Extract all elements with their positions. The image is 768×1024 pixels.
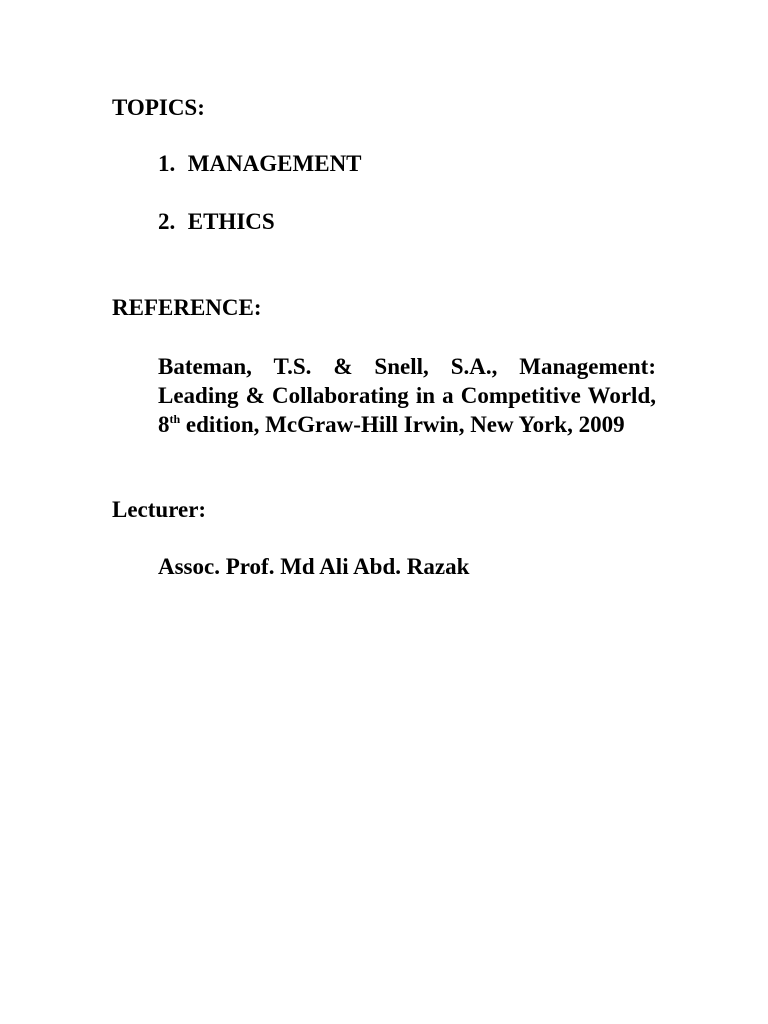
topic-label: MANAGEMENT xyxy=(187,151,362,176)
topic-label: ETHICS xyxy=(187,209,275,234)
reference-citation xyxy=(158,352,656,439)
lecturer-name: Assoc. Prof. Md Ali Abd. Razak xyxy=(158,554,470,579)
topic-item-management xyxy=(158,150,362,178)
topic-item-ethics xyxy=(158,208,275,236)
reference-heading: REFERENCE: xyxy=(112,295,262,320)
topic-number: 2. xyxy=(158,209,176,234)
edition-superscript: th xyxy=(169,412,181,426)
lecturer-heading: Lecturer: xyxy=(112,497,207,522)
topics-heading: TOPICS: xyxy=(112,95,205,120)
citation-text-main: Bateman, T.S. & Snell, S.A., Management: Leading & Collaborating in a Competitive World, 8 xyxy=(158,354,656,437)
topic-number: 1. xyxy=(158,151,176,176)
citation-text-rest: edition, McGraw-Hill Irwin, New York, 2009 xyxy=(180,412,625,437)
